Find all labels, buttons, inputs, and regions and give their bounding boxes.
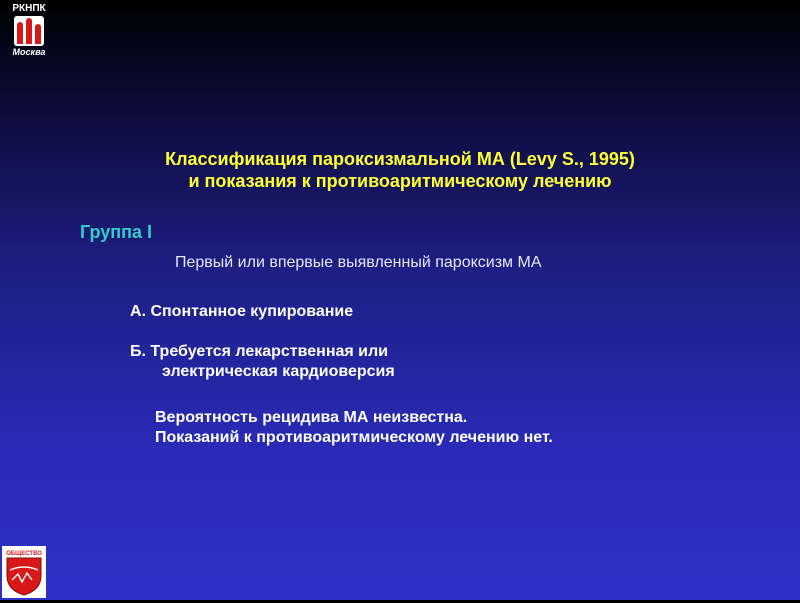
conclusion: [155, 408, 553, 448]
society-logo: [2, 546, 46, 598]
logo-city: Москва: [12, 47, 46, 57]
logo-caption: РКНПК: [12, 3, 46, 14]
item-a: А. Спонтанное купирование: [130, 303, 354, 320]
group-heading: Группа I: [80, 222, 153, 242]
conclusion-line-2: Показаний к противоаритмическому лечению нет.: [155, 429, 553, 446]
item-b: [130, 342, 395, 382]
rknpk-logo: [6, 3, 52, 65]
title-line-1: Классификация пароксизмальной МА (Levy S., 1995): [165, 149, 635, 169]
title-line-2: и показания к противоаритмическому лечению: [188, 171, 612, 191]
item-b-line-1: Б. Требуется лекарственная или: [130, 343, 388, 360]
group-description: Первый или впервые выявленный пароксизм МА: [175, 254, 542, 271]
society-caption: ОБЩЕСТВО: [6, 551, 42, 557]
item-b-line-2: электрическая кардиоверсия: [162, 363, 395, 380]
conclusion-line-1: Вероятность рецидива МА неизвестна.: [155, 409, 468, 426]
slide-title: [0, 148, 800, 192]
society-emblem-icon: [2, 546, 46, 598]
heart-logo-icon: [14, 16, 44, 46]
